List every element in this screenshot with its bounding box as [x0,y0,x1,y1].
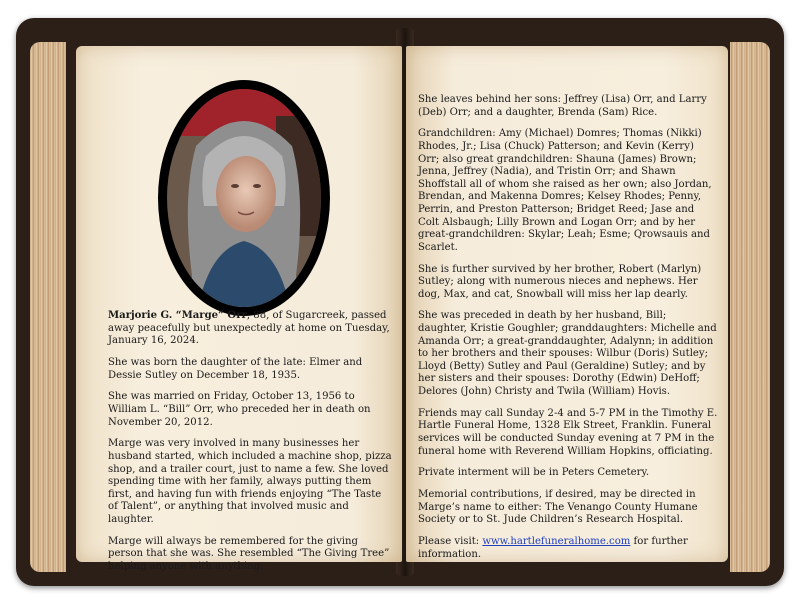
paragraph-visit [418,536,718,561]
left-page [76,46,402,572]
right-page [406,46,728,562]
paragraph-children: She leaves behind her sons: Jeffrey (Lisa) Orr, and Larry (Deb) Orr; and a daughter, Brenda (Sam) Rice. [418,94,707,118]
deceased-name: Marjorie G. “Marge” Orr [108,310,247,321]
paragraph-marriage: She was married on Friday, October 13, 1956 to William L. “Bill” Orr, who preceded her in death on November 20, 2012. [108,391,371,428]
page-edges-left [30,42,66,572]
portrait-photo [156,76,332,320]
open-book [16,18,784,586]
funeral-home-link[interactable]: www.hartlefuneralhome.com [482,536,631,548]
visit-suffix: for further information. [418,536,688,560]
paragraph-remembered: Marge will always be remembered for the giving person that she was. She resembled “The Giving Tree” helping anyone with anything. [108,535,390,572]
page-edges-right [730,42,770,572]
intro-text: , 88, of Sugarcreek, passed away peacefully but unexpectedly at home on Tuesday, January 16, 2024. [108,310,390,347]
paragraph-intro [108,310,394,348]
paragraph-grandchildren: Grandchildren: Amy (Michael) Domres; Thomas (Nikki) Rhodes, Jr.; Lisa (Chuck) Patterson; and Kevin (Kerry) Orr; also great grandchildren: Shauna (James) Brown; Jenna, Jeffrey (Nadia), and Tristin Orr; and Shawn Shoffstall all of whom she raised as her own; also Jordan, Brendan, and Makenna Domres; Kelsey Rhodes; Penny, Perrin, and Preston Patterson; Bridget Reed; Jase and Colt Alsbaugh; Lilly Brown and Logan Orr; and by her great-grandchildren: Skylar; Leah; Esme; Qrowsauis and Scarlet. [418,128,712,253]
paragraph-preceded: She was preceded in death by her husband, Bill; daughter, Kristie Goughler; granddaughters: Michelle and Amanda Orr; a great-granddaughter, Adalynn; in addition to her brothers and their spouses: Wilbur (Doris) Sutley; Lloyd (Betty) Sutley and Paul (Geraldine) Sutley; and by her sisters and their spouses: Dorothy (Edwin) DeHoff; Delores (John) Christy and Twila (William) Hovis. [418,310,717,398]
left-page-text [108,310,394,583]
right-page-text [418,94,718,571]
paragraph-memorials: Memorial contributions, if desired, may be directed in Marge’s name to either: The Venango County Humane Society or to St. Jude Children’s Research Hospital. [418,489,698,526]
paragraph-life: Marge was very involved in many businesses her husband started, which included a machine shop, pizza shop, and a trailer court, just to name a few. She loved spending time with her family, always putting them first, and having fun with friends enjoying “The Taste of Talent”, or anything that involved music and laughter. [108,438,392,525]
paragraph-siblings: She is further survived by her brother, Robert (Marlyn) Sutley; along with numerous nieces and nephews. Her dog, Max, and cat, Snowball will miss her lap dearly. [418,263,702,300]
visit-prefix: Please visit: [418,536,483,548]
paragraph-birth: She was born the daughter of the late: Elmer and Dessie Sutley on December 18, 1935. [108,356,363,381]
paragraph-interment: Private interment will be in Peters Cemetery. [418,467,650,479]
paragraph-services: Friends may call Sunday 2-4 and 5-7 PM in the Timothy E. Hartle Funeral Home, 1328 Elk Street, Franklin. Funeral services will be conducted Sunday evening at 7 PM in the funeral home with Reverend William Hopkins, officiating. [418,407,718,457]
